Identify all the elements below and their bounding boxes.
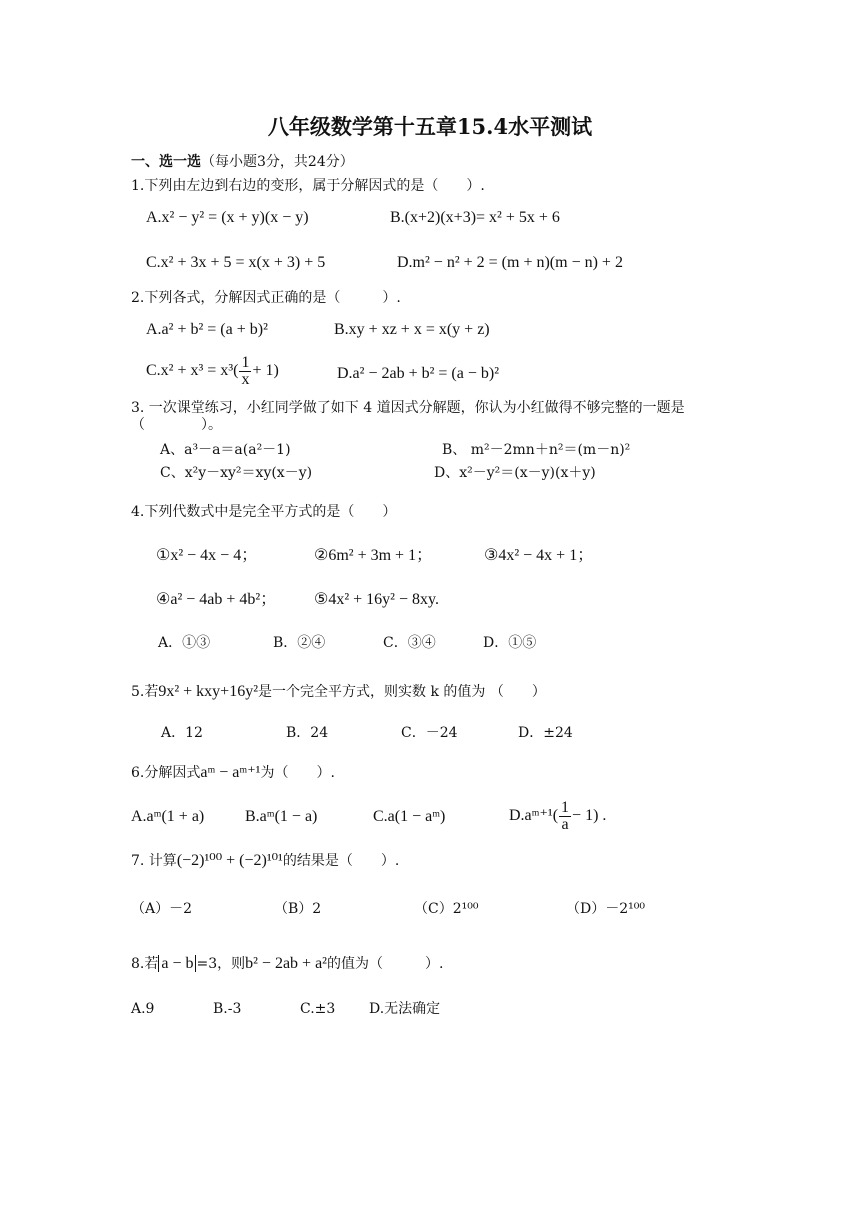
q6-option-d-suffix: − 1) . <box>572 807 607 825</box>
q7-option-c: （C）2¹⁰⁰ <box>414 901 479 917</box>
q4-expression-4: ④a² − 4ab + 4b²； <box>156 591 277 608</box>
q1-option-b: B.(x+2)(x+3)= x² + 5x + 6 <box>390 209 560 226</box>
q8-suffix: 的值为（ ）. <box>326 956 444 972</box>
q2-stem: 2.下列各式，分解因式正确的是（ ）. <box>131 290 401 306</box>
q2-option-a: A.a² + b² = (a + b)² <box>146 321 268 338</box>
q4-option-c: C．③④ <box>383 635 436 651</box>
q7-option-d: （D）－2¹⁰⁰ <box>566 901 645 917</box>
q1-option-a: A.x² − y² = (x + y)(x − y) <box>146 209 309 226</box>
q3-option-d: D、x²－y²＝(x－y)(x＋y) <box>434 465 596 481</box>
q6-option-a: A.aᵐ(1 + a) <box>131 808 205 825</box>
q8-expression: b² − 2ab + a² <box>245 955 327 972</box>
fraction-denominator: x <box>241 371 250 388</box>
q8-option-a: A.9 <box>131 1001 155 1017</box>
q5-option-d: D．±24 <box>518 725 573 741</box>
fraction-numerator: 1 <box>241 354 250 371</box>
q6-suffix: 为（ ）. <box>260 765 335 781</box>
q8-absolute-value: a − b <box>158 955 196 972</box>
q8-prefix: 8.若 <box>131 956 159 972</box>
q6-prefix: 6.分解因式 <box>131 765 201 781</box>
q3-option-a: A、a³－a＝a(a²－1) <box>160 442 291 458</box>
q1-stem: 1.下列由左边到右边的变形，属于分解因式的是（ ）. <box>131 178 485 194</box>
section-label: 一、选一选 <box>131 154 201 170</box>
fraction-numerator: 1 <box>561 799 570 816</box>
q3-stem-line1: 3. 一次课堂练习，小红同学做了如下 4 道因式分解题，你认为小红做得不够完整的一题是 <box>131 400 685 416</box>
q7-stem <box>131 852 399 870</box>
q6-option-c: C.a(1 − aᵐ) <box>373 808 446 825</box>
q7-option-a: （A）－2 <box>131 901 193 917</box>
q6-option-d-prefix: D.aᵐ⁺¹( <box>509 807 559 825</box>
q7-prefix: 7. 计算 <box>131 853 177 869</box>
q5-option-c: C．－24 <box>401 725 458 741</box>
q7-suffix: 的结果是（ ）. <box>282 853 400 869</box>
q2-option-b: B.xy + xz + x = x(y + z) <box>334 321 490 338</box>
q1-option-d: D.m² − n² + 2 = (m + n)(m − n) + 2 <box>397 254 623 271</box>
q6-option-d-fraction <box>559 800 571 833</box>
q3-option-b: B、 m²－2mn＋n²＝(m－n)² <box>442 442 631 458</box>
q5-suffix: 是一个完全平方式，则实数 k 的值为 （ ） <box>258 684 546 700</box>
section-heading <box>131 153 354 171</box>
section-note: （每小题3分，共24分） <box>201 154 354 170</box>
q4-expression-1: ①x² − 4x − 4； <box>156 547 258 564</box>
q1-option-c: C.x² + 3x + 5 = x(x + 3) + 5 <box>146 254 326 271</box>
q3-stem-line2: （ ）。 <box>131 417 222 433</box>
q6-option-b: B.aᵐ(1 − a) <box>245 808 318 825</box>
q4-expression-2: ②6m² + 3m + 1； <box>314 547 433 564</box>
q2-option-c <box>146 355 279 388</box>
q4-stem: 4.下列代数式中是完全平方式的是（ ） <box>131 504 397 520</box>
q8-option-c: C.±3 <box>300 1001 336 1017</box>
q5-option-a: A．12 <box>161 725 203 741</box>
q2-option-c-suffix: + 1) <box>252 362 279 380</box>
q5-stem <box>131 683 546 701</box>
q4-option-a: A．①③ <box>158 635 211 651</box>
q8-stem <box>131 955 443 973</box>
q6-option-d <box>509 800 606 833</box>
q4-option-b: B．②④ <box>273 635 326 651</box>
q4-expression-5: ⑤4x² + 16y² − 8xy. <box>314 591 439 608</box>
q2-option-c-fraction <box>239 355 251 388</box>
q3-option-c: C、x²y－xy²＝xy(x－y) <box>160 465 313 481</box>
q6-expression: aᵐ − aᵐ⁺¹ <box>200 764 261 781</box>
q7-expression: (−2)¹⁰⁰ + (−2)¹⁰¹ <box>176 852 283 869</box>
q4-expression-3: ③4x² − 4x + 1； <box>484 547 594 564</box>
q4-option-d: D．①⑤ <box>483 635 537 651</box>
q5-prefix: 5.若 <box>131 684 159 700</box>
q2-option-d: D.a² − 2ab + b² = (a − b)² <box>337 365 499 382</box>
q5-option-b: B．24 <box>286 725 329 741</box>
q8-middle: =3，则 <box>196 956 246 972</box>
q8-option-d: D.无法确定 <box>369 1001 441 1017</box>
page-title: 八年级数学第十五章15.4水平测试 <box>267 114 593 139</box>
q2-option-c-prefix: C.x² + x³ = x³( <box>146 362 239 380</box>
q8-option-b: B.-3 <box>213 1001 242 1017</box>
q5-expression: 9x² + kxy+16y² <box>158 683 258 700</box>
q6-stem <box>131 764 335 782</box>
q7-option-b: （B）2 <box>274 901 322 917</box>
fraction-denominator: a <box>561 816 569 833</box>
